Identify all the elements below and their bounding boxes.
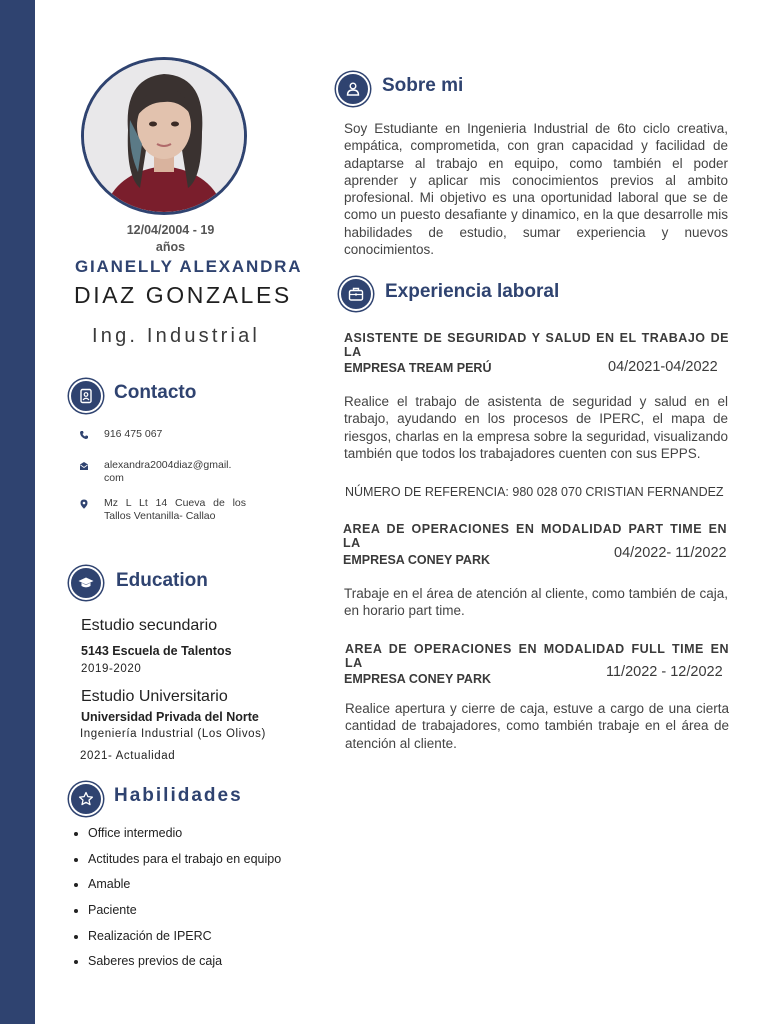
- job-company-2: EMPRESA CONEY PARK: [343, 553, 491, 567]
- job-company-1: EMPRESA TREAM PERÚ: [344, 361, 492, 375]
- date-of-birth: [88, 222, 253, 256]
- skills-section-title: Habilidades: [114, 785, 243, 806]
- first-name: GIANELLY ALEXANDRA: [75, 257, 303, 276]
- email-address: [104, 459, 231, 485]
- email-line-1: alexandra2004diaz@gmail.: [104, 459, 232, 471]
- skill-item: • Realización de IPERC: [88, 926, 281, 952]
- education-section-title: Education: [116, 570, 208, 591]
- phone-number: 916 475 067: [104, 428, 163, 440]
- job-description-2: Trabaje en el área de atención al cliente, como también de caja, en horario part time.: [344, 586, 728, 619]
- graduation-cap-icon: [69, 566, 103, 600]
- about-section-title: Sobre mi: [382, 75, 464, 96]
- last-name: DIAZ GONZALES: [74, 282, 292, 308]
- education-level-university: Estudio Universitario: [81, 688, 228, 705]
- skills-list: [70, 823, 281, 977]
- sidebar-accent-strip: [0, 0, 35, 1024]
- years-secondary: 2019-2020: [81, 663, 142, 675]
- job-description-1: Realice el trabajo de asistenta de seguridad y salud en el trabajo, ayudando en los procesos de IPERC, el mapa de riesgos, charlas en la empresa sobre la seguridad, visualizando también que todos los trabajadores cuenten con sus EPPS.: [344, 394, 728, 461]
- address-line-2: Tallos Ventanilla- Callao: [104, 510, 216, 522]
- home-address: [104, 497, 246, 523]
- job-title-3: AREA DE OPERACIONES EN MODALIDAD FULL TIME EN LA: [345, 642, 729, 670]
- address-line-1: Mz L Lt 14 Cueva de los: [104, 497, 246, 509]
- school-secondary: 5143 Escuela de Talentos: [81, 644, 232, 658]
- school-university: Universidad Privada del Norte: [81, 710, 259, 724]
- email-line-2: com: [104, 472, 124, 484]
- skill-item: • Paciente: [88, 900, 281, 926]
- contact-book-icon: [69, 379, 103, 413]
- skill-item: • Saberes previos de caja: [88, 951, 281, 977]
- degree-university: Ingeniería Industrial (Los Olivos): [80, 728, 266, 740]
- briefcase-icon: [339, 277, 373, 311]
- years-university: 2021- Actualidad: [80, 750, 176, 762]
- email-icon: [79, 461, 89, 471]
- job-reference-1: NÚMERO DE REFERENCIA: 980 028 070 CRISTIAN FERNANDEZ: [345, 485, 724, 499]
- job-title-1: ASISTENTE DE SEGURIDAD Y SALUD EN EL TRABAJO DE LA: [344, 331, 729, 359]
- skill-item: • Amable: [88, 874, 281, 900]
- star-icon: [69, 782, 103, 816]
- about-text: Soy Estudiante en Ingenieria Industrial de 6to ciclo creativa, empática, comprometida, con gran capacidad y facilidad de adaptarse al trabajo en equipo, como también el poder aprender y aplicar mis conocimientos previos al ambito profesional. Mi objetivo es una oportunidad laboral que se de como un puesto desafiante y dinamico, en la que desarrolle mis habilidades de estudio, sumar experiencia y nuevos conocimientos.: [344, 121, 728, 258]
- phone-icon: [79, 430, 89, 440]
- job-description-3: Realice apertura y cierre de caja, estuve a cargo de una cierta cantidad de trabajadores, como también trabaje en el área de atención al cliente.: [345, 701, 729, 751]
- dob-text: 12/04/2004 - 19: [126, 223, 215, 237]
- experience-section-title: Experiencia laboral: [385, 281, 560, 302]
- user-icon: [336, 72, 370, 106]
- skill-item: • Actitudes para el trabajo en equipo: [88, 849, 281, 875]
- job-title-2: AREA DE OPERACIONES EN MODALIDAD PART TIME EN LA: [343, 522, 727, 550]
- skill-item: • Office intermedio: [88, 823, 281, 849]
- profession-title: Ing. Industrial: [92, 325, 261, 347]
- job-dates-3: 11/2022 - 12/2022: [606, 664, 723, 680]
- contact-section-title: Contacto: [114, 382, 197, 403]
- location-pin-icon: [79, 499, 89, 509]
- job-dates-2: 04/2022- 11/2022: [614, 545, 727, 561]
- job-company-3: EMPRESA CONEY PARK: [344, 672, 492, 686]
- age-unit: años: [155, 240, 186, 254]
- education-level-secondary: Estudio secundario: [81, 617, 218, 634]
- job-dates-1: 04/2021-04/2022: [608, 359, 718, 375]
- profile-photo: [81, 57, 247, 215]
